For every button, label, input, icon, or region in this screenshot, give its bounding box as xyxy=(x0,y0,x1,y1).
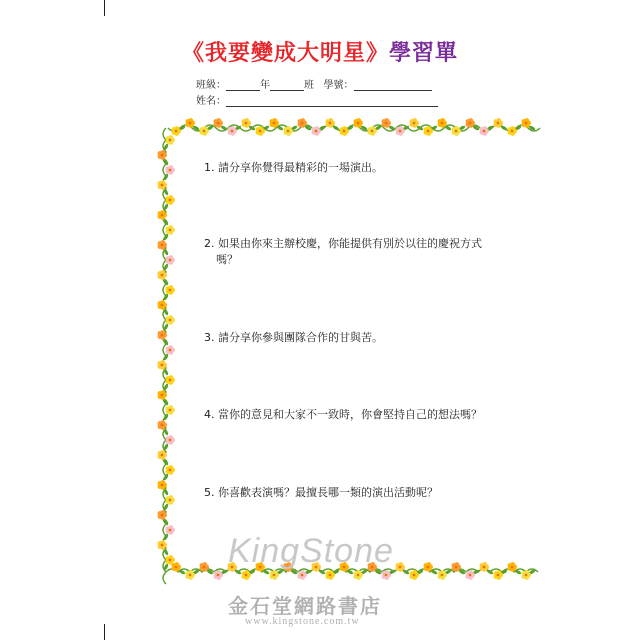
flower-icon xyxy=(381,570,391,580)
flower-icon xyxy=(165,345,175,355)
flower-icon xyxy=(165,465,175,475)
class-unit-label: 班 xyxy=(304,80,314,91)
flower-icon xyxy=(283,126,293,136)
question-3-text: 3. 請分享你參與團隊合作的甘與苦。 xyxy=(204,331,383,344)
flower-icon xyxy=(353,570,363,580)
flower-icon xyxy=(165,195,175,205)
flower-icon xyxy=(521,570,531,580)
seat-label: 學號： xyxy=(323,80,354,91)
flower-icon xyxy=(165,525,175,535)
flower-icon xyxy=(199,126,209,136)
flower-icon xyxy=(165,495,175,505)
watermark-chinese: 金石堂網路書店 xyxy=(228,594,382,618)
class-label: 班級： xyxy=(196,80,226,91)
flower-group xyxy=(157,118,531,580)
flower-icon xyxy=(165,165,175,175)
flower-icon xyxy=(165,225,175,235)
flower-icon xyxy=(465,570,475,580)
vine-group xyxy=(163,125,540,584)
flower-icon xyxy=(165,375,175,385)
flower-icon xyxy=(437,570,447,580)
title-suffix: 學習單 xyxy=(389,41,459,66)
flower-icon xyxy=(227,126,237,136)
question-1 xyxy=(204,160,383,176)
flower-icon xyxy=(165,135,175,145)
title-main: 《我要變成大明星》 xyxy=(181,41,389,66)
question-2-text-cont: 嗎？ xyxy=(216,253,238,266)
question-5 xyxy=(204,485,438,501)
watermark-url: www.kingstone.com.tw xyxy=(245,616,360,627)
question-2-text: 2. 如果由你來主辦校慶，你能提供有別於以往的慶祝方式 xyxy=(204,237,482,250)
question-3 xyxy=(204,330,383,346)
question-1-text: 1. 請分享你覺得最精彩的一場演出。 xyxy=(204,161,383,174)
question-4 xyxy=(204,407,482,423)
flower-icon xyxy=(479,126,489,136)
flower-icon xyxy=(451,126,461,136)
flower-icon xyxy=(213,570,223,580)
name-label: 姓名： xyxy=(196,96,226,107)
question-4-text: 4. 當你的意見和大家不一致時，你會堅持自己的想法嗎？ xyxy=(204,408,482,421)
question-5-text: 5. 你喜歡表演嗎？最擅長哪一類的演出活動呢？ xyxy=(204,486,438,499)
flower-icon xyxy=(165,315,175,325)
flower-icon xyxy=(165,435,175,445)
flower-icon xyxy=(311,126,321,136)
flower-icon xyxy=(165,285,175,295)
flower-icon xyxy=(269,570,279,580)
flower-icon xyxy=(165,255,175,265)
year-label: 年 xyxy=(260,80,270,91)
watermark-brand: KingStone xyxy=(228,532,394,570)
flower-icon xyxy=(395,126,405,136)
flower-icon xyxy=(165,405,175,415)
question-2 xyxy=(204,236,482,268)
flower-icon xyxy=(185,570,195,580)
flower-icon xyxy=(297,570,307,580)
flower-icon xyxy=(367,126,377,136)
